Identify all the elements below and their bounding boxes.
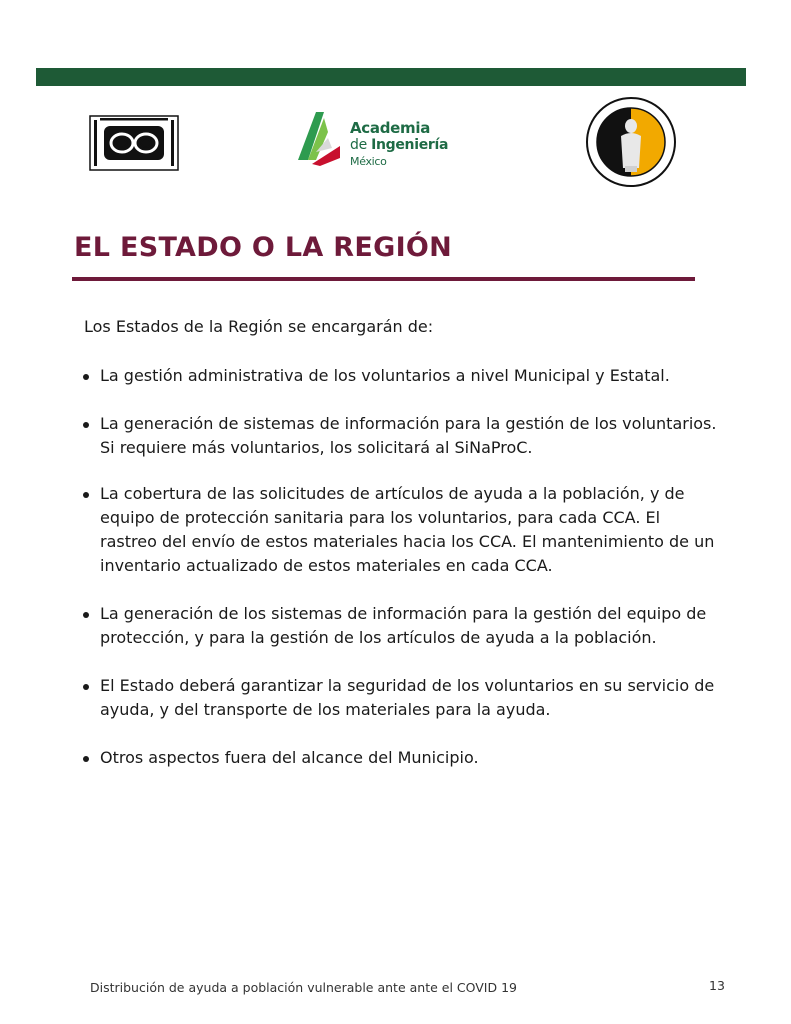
- header-top-bar: [36, 68, 746, 86]
- section-title: EL ESTADO O LA REGIÓN: [74, 232, 453, 263]
- list-item: La generación de sistemas de información para la gestión de los voluntarios. Si requiere más voluntarios, los solicitará al SiNaProC.: [78, 412, 718, 460]
- list-item: La gestión administrativa de los voluntarios a nivel Municipal y Estatal.: [78, 364, 718, 388]
- title-underline: [72, 277, 695, 281]
- list-item: La generación de los sistemas de información para la gestión del equipo de protección, y para la gestión de los artículos de ayuda a la población.: [78, 602, 718, 650]
- list-item: La cobertura de las solicitudes de artículos de ayuda a la población, y de equipo de protección sanitaria para los voluntarios, para cada CCA. El rastreo del envío de estos materiales hacia los CCA. El mantenimiento de un inventario actualizado de estos materiales en cada CCA.: [78, 482, 718, 578]
- ai-logo-line2: de Ingeniería México: [350, 137, 449, 169]
- ai-logo-line1: Academia: [350, 119, 431, 137]
- intro-text: Los Estados de la Región se encargarán de:: [84, 317, 434, 336]
- list-item: El Estado deberá garantizar la seguridad de los voluntarios en su servicio de ayuda, y del transporte de los materiales para la ayuda.: [78, 674, 718, 722]
- page-number: 13: [709, 978, 725, 993]
- responsibility-list: [78, 364, 718, 770]
- academia-ingenieria-wordmark: [350, 120, 484, 169]
- academia-mexicana-ciencias-logo: [86, 112, 182, 174]
- academia-nacional-medicina-seal: [585, 96, 677, 188]
- list-item: Otros aspectos fuera del alcance del Municipio.: [78, 746, 718, 770]
- academia-ingenieria-logo: [294, 108, 484, 168]
- footer-text: Distribución de ayuda a población vulnerable ante ante el COVID 19: [90, 980, 517, 995]
